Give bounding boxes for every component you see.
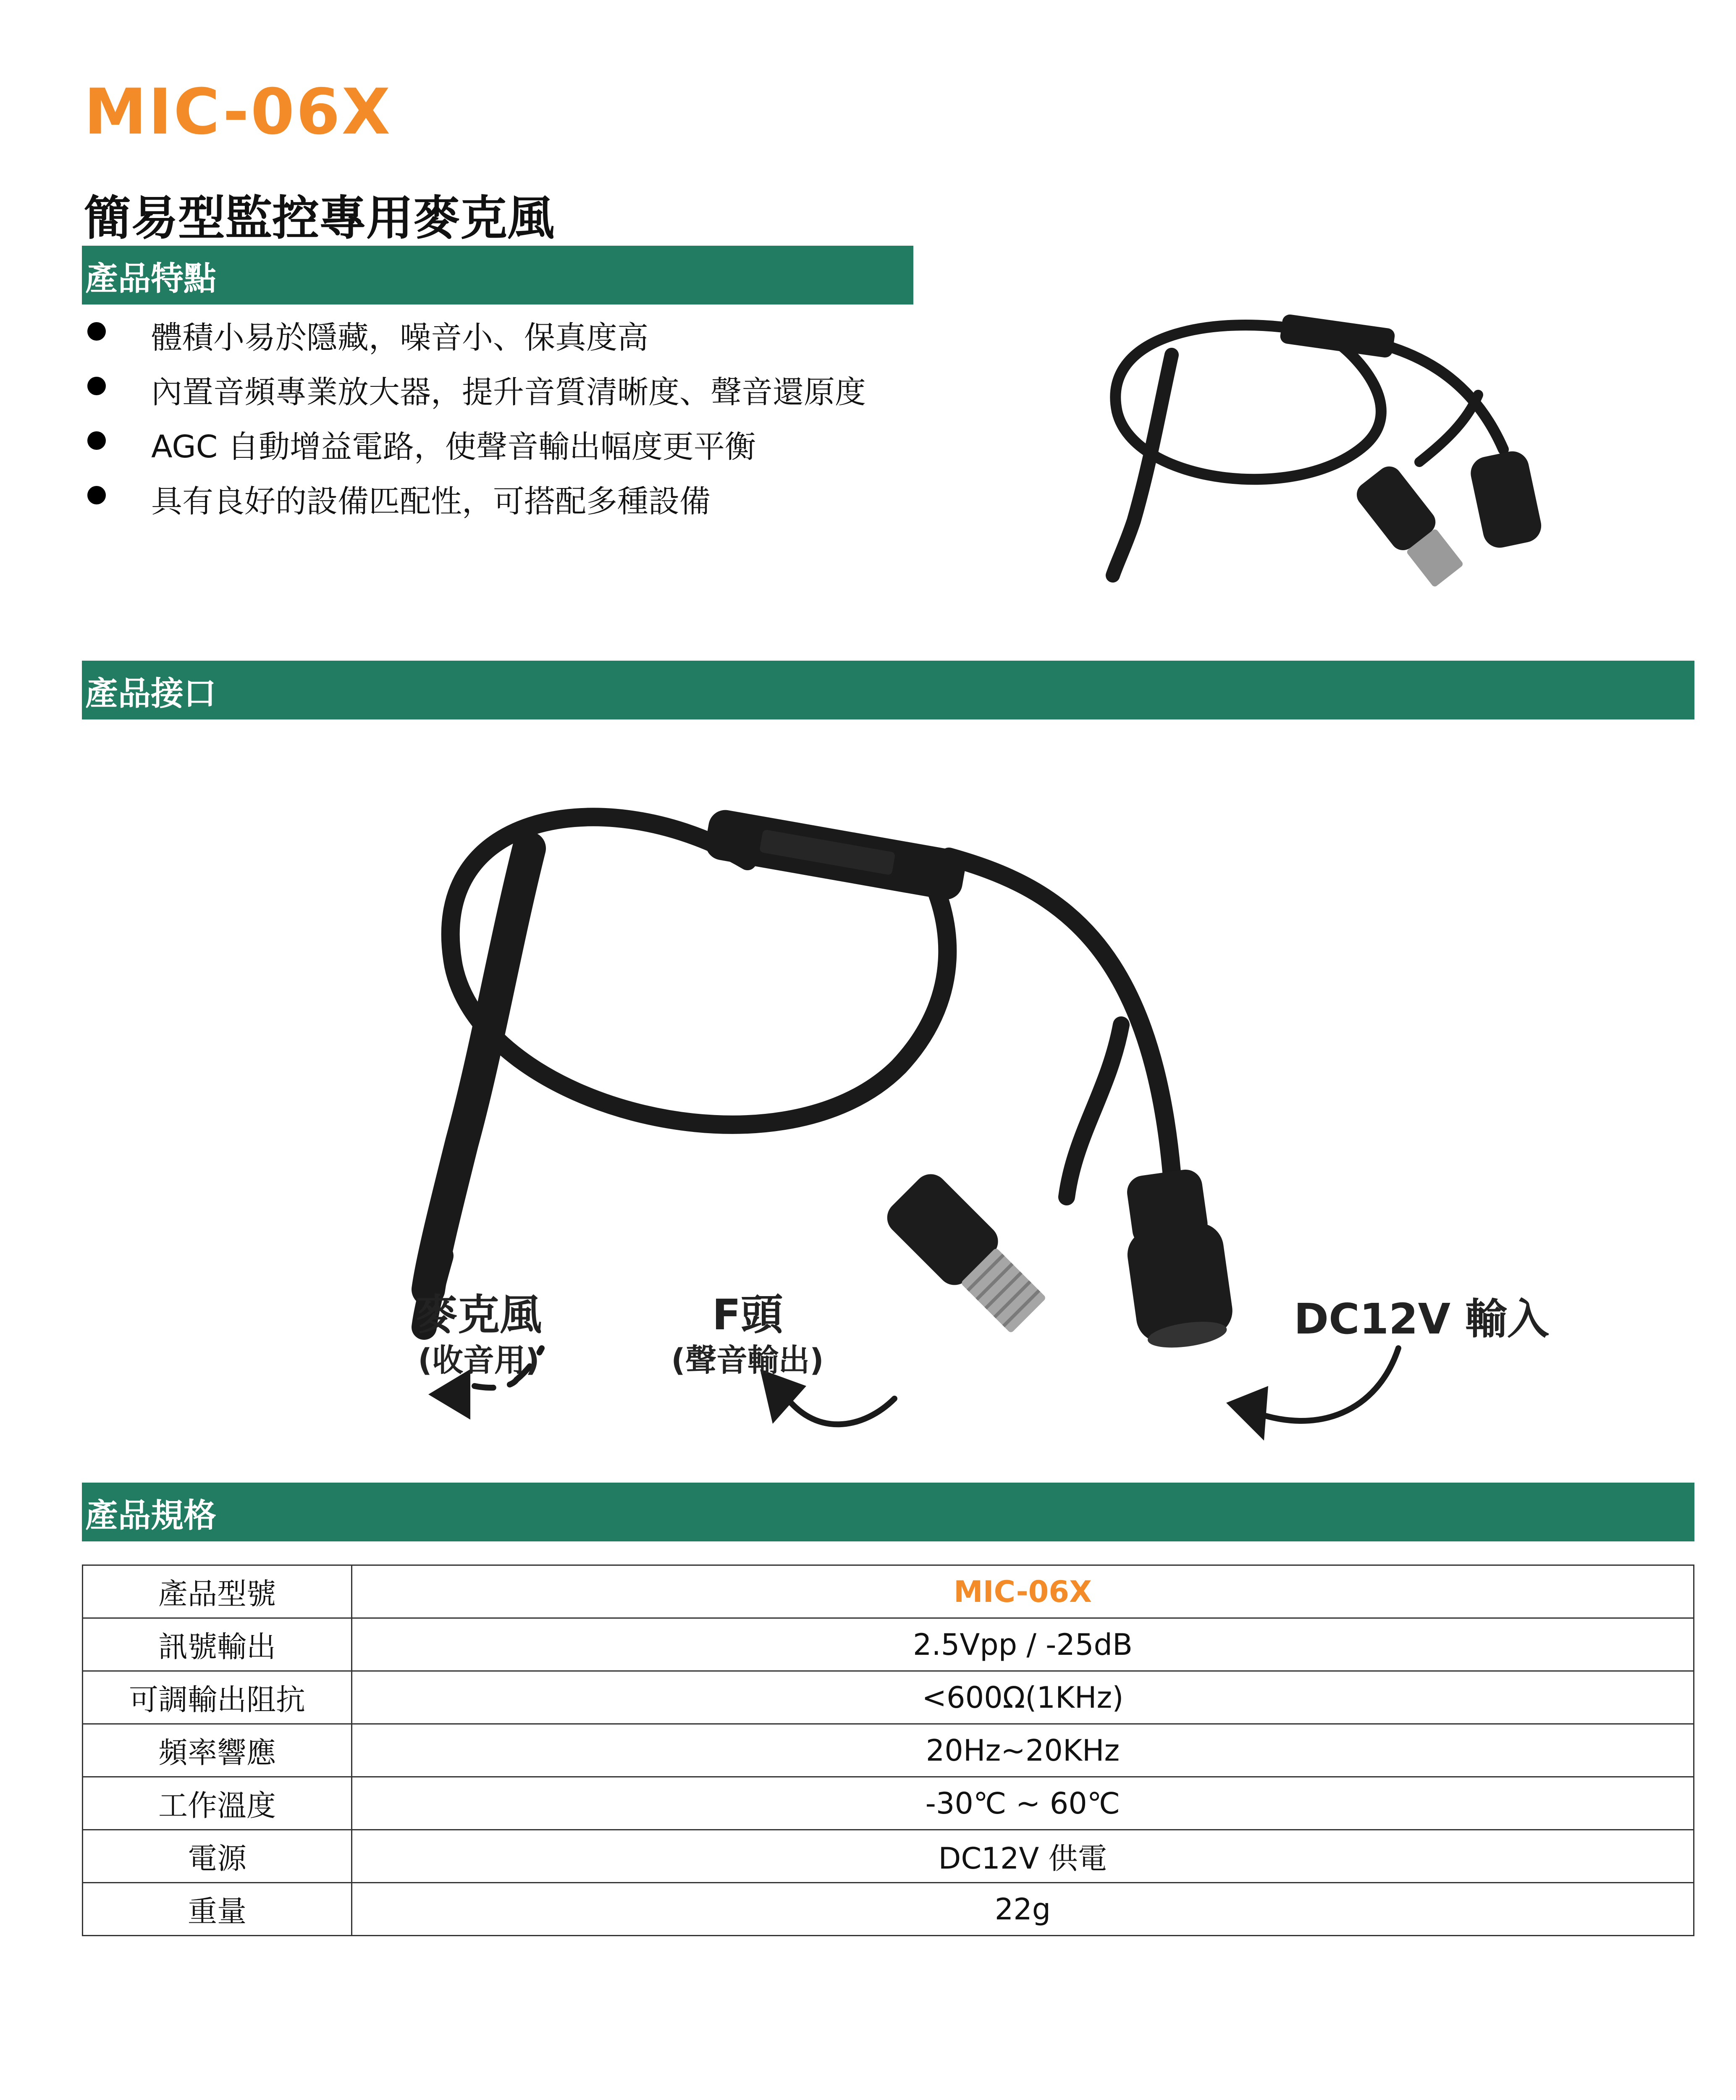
table-row xyxy=(83,1724,1694,1777)
callout-f-sub: (聲音輸出) xyxy=(671,1342,824,1378)
spec-value: <600Ω(1KHz) xyxy=(352,1671,1694,1724)
feature-text: 具有良好的設備匹配性，可搭配多種設備 xyxy=(151,483,711,520)
curved-arrow-icon xyxy=(781,1390,894,1424)
spec-value: -30℃ ~ 60℃ xyxy=(352,1777,1694,1830)
callout-mic-title: 麥克風 xyxy=(416,1290,542,1339)
bullet-dot-icon xyxy=(87,486,106,504)
spec-label: 訊號輸出 xyxy=(83,1618,352,1671)
curved-arrow-icon xyxy=(1251,1348,1398,1421)
bullet-dot-icon xyxy=(87,377,106,395)
callout-f-title: F頭 xyxy=(712,1290,783,1339)
callout-dc-title: DC12V 輸入 xyxy=(1294,1294,1549,1344)
section-bar-specs xyxy=(82,1483,1694,1541)
feature-text: AGC 自動增益電路，使聲音輸出幅度更平衡 xyxy=(151,429,756,465)
feature-text: 內置音頻專業放大器，提升音質清晰度、聲音還原度 xyxy=(151,374,866,410)
spec-label: 電源 xyxy=(83,1830,352,1883)
section-title-interface: 產品接口 xyxy=(85,675,217,713)
spec-value: 22g xyxy=(352,1883,1694,1936)
section-title-features: 產品特點 xyxy=(85,260,217,298)
feature-text: 體積小易於隱藏，噪音小、保真度高 xyxy=(151,320,648,356)
bullet-dot-icon xyxy=(87,322,106,341)
dashed-arrow-icon xyxy=(475,1380,517,1388)
section-title-specs: 產品規格 xyxy=(85,1497,217,1535)
spec-value: 20Hz~20KHz xyxy=(352,1724,1694,1777)
table-row xyxy=(83,1830,1694,1883)
table-row xyxy=(83,1883,1694,1936)
section-bar-interface xyxy=(82,661,1694,719)
spec-value-model: MIC-06X xyxy=(352,1565,1694,1618)
product-photo-small xyxy=(1046,286,1575,630)
spec-value: 2.5Vpp / -25dB xyxy=(352,1618,1694,1671)
spec-label: 產品型號 xyxy=(83,1565,352,1618)
table-row xyxy=(83,1565,1694,1618)
spec-label: 重量 xyxy=(83,1883,352,1936)
spec-value: DC12V 供電 xyxy=(352,1830,1694,1883)
spec-label: 頻率響應 xyxy=(83,1724,352,1777)
callout-mic-sub: (收音用) xyxy=(418,1342,540,1378)
table-row xyxy=(83,1777,1694,1830)
model-title: MIC-06X xyxy=(84,76,392,149)
bullet-dot-icon xyxy=(87,431,106,450)
spec-table xyxy=(82,1564,1694,1936)
curved-arrow-icon xyxy=(1226,1386,1268,1441)
product-subtitle: 簡易型監控專用麥克風 xyxy=(84,191,554,246)
spec-label: 工作溫度 xyxy=(83,1777,352,1830)
spec-label: 可調輸出阻抗 xyxy=(83,1671,352,1724)
table-row xyxy=(83,1671,1694,1724)
section-bar-features xyxy=(82,246,913,304)
table-row xyxy=(83,1618,1694,1671)
